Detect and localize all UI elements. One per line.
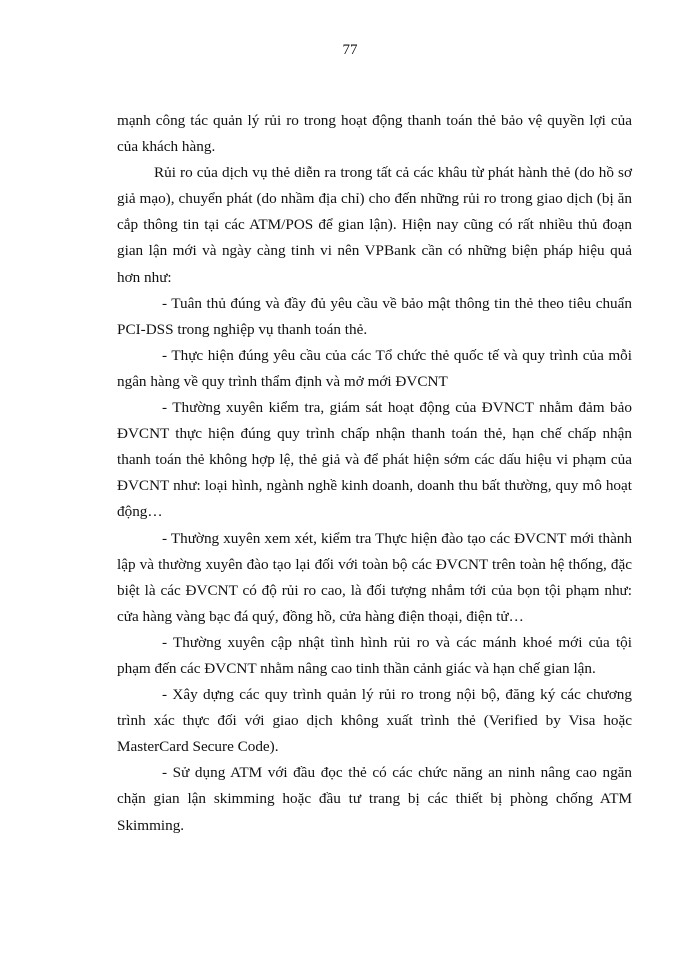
paragraph-card-risk: Rủi ro của dịch vụ thẻ diễn ra trong tất cả các khâu từ phát hành thẻ (do hồ sơ giả mạo), chuyển phát (do nhầm địa chỉ) cho đến những rủi ro trong giao dịch (bị ăn cắp thông tin tại các ATM/POS để gian lận). Hiện nay cũng có rất nhiều thủ đoạn gian lận mới và ngày càng tinh vi nên VPBank cần có những biện pháp hiệu quả hơn như:: [117, 164, 632, 286]
document-body: [117, 108, 632, 839]
bullet-internal-procedures: - Xây dựng các quy trình quản lý rủi ro trong nội bộ, đăng ký các chương trình xác thực đối với giao dịch không xuất trình thẻ (Verified by Visa hoặc MasterCard Secure Code).: [117, 686, 632, 756]
bullet-risk-updates: - Thường xuyên cập nhật tình hình rủi ro và các mánh khoé mới của tội phạm đến các ĐVCNT nhằm nâng cao tinh thần cảnh giác và hạn chế gian lận.: [117, 633, 632, 677]
bullet-merchant-monitoring: - Thường xuyên kiểm tra, giám sát hoạt động của ĐVNCT nhằm đảm bảo ĐVCNT thực hiện đúng quy trình chấp nhận thanh toán thẻ, hạn chế chấp nhận thanh toán thẻ không hợp lệ, thẻ giả và để phát hiện sớm các dấu hiệu vi phạm của ĐVCNT như: loại hình, ngành nghề kinh doanh, doanh thu bất thường, quy mô hoạt động…: [117, 399, 632, 521]
bullet-card-organizations: - Thực hiện đúng yêu cầu của các Tổ chức thẻ quốc tế và quy trình của mỗi ngân hàng về quy trình thẩm định và mở mới ĐVCNT: [117, 346, 632, 390]
bullet-merchant-training: - Thường xuyên xem xét, kiểm tra Thực hiện đào tạo các ĐVCNT mới thành lập và thường xuyên đào tạo lại đối với toàn bộ các ĐVCNT trên toàn hệ thống, đặc biệt là các ĐVCNT có độ rủi ro cao, là đối tượng nhắm tới của bọn tội phạm như: cửa hàng vàng bạc đá quý, đồng hồ, cửa hàng điện thoại, điện tử…: [117, 529, 632, 625]
paragraph-continuation: mạnh công tác quản lý rủi ro trong hoạt động thanh toán thẻ bảo vệ quyền lợi của của khách hàng.: [117, 112, 632, 156]
bullet-atm-security: - Sử dụng ATM với đầu đọc thẻ có các chức năng an ninh nâng cao ngăn chặn gian lận skimming hoặc đầu tư trang bị các thiết bị phòng chống ATM Skimming.: [117, 764, 632, 834]
bullet-pci-dss: - Tuân thủ đúng và đầy đủ yêu cầu về bảo mật thông tin thẻ theo tiêu chuẩn PCI-DSS trong nghiệp vụ thanh toán thẻ.: [117, 294, 632, 338]
page-number: 77: [342, 42, 358, 58]
